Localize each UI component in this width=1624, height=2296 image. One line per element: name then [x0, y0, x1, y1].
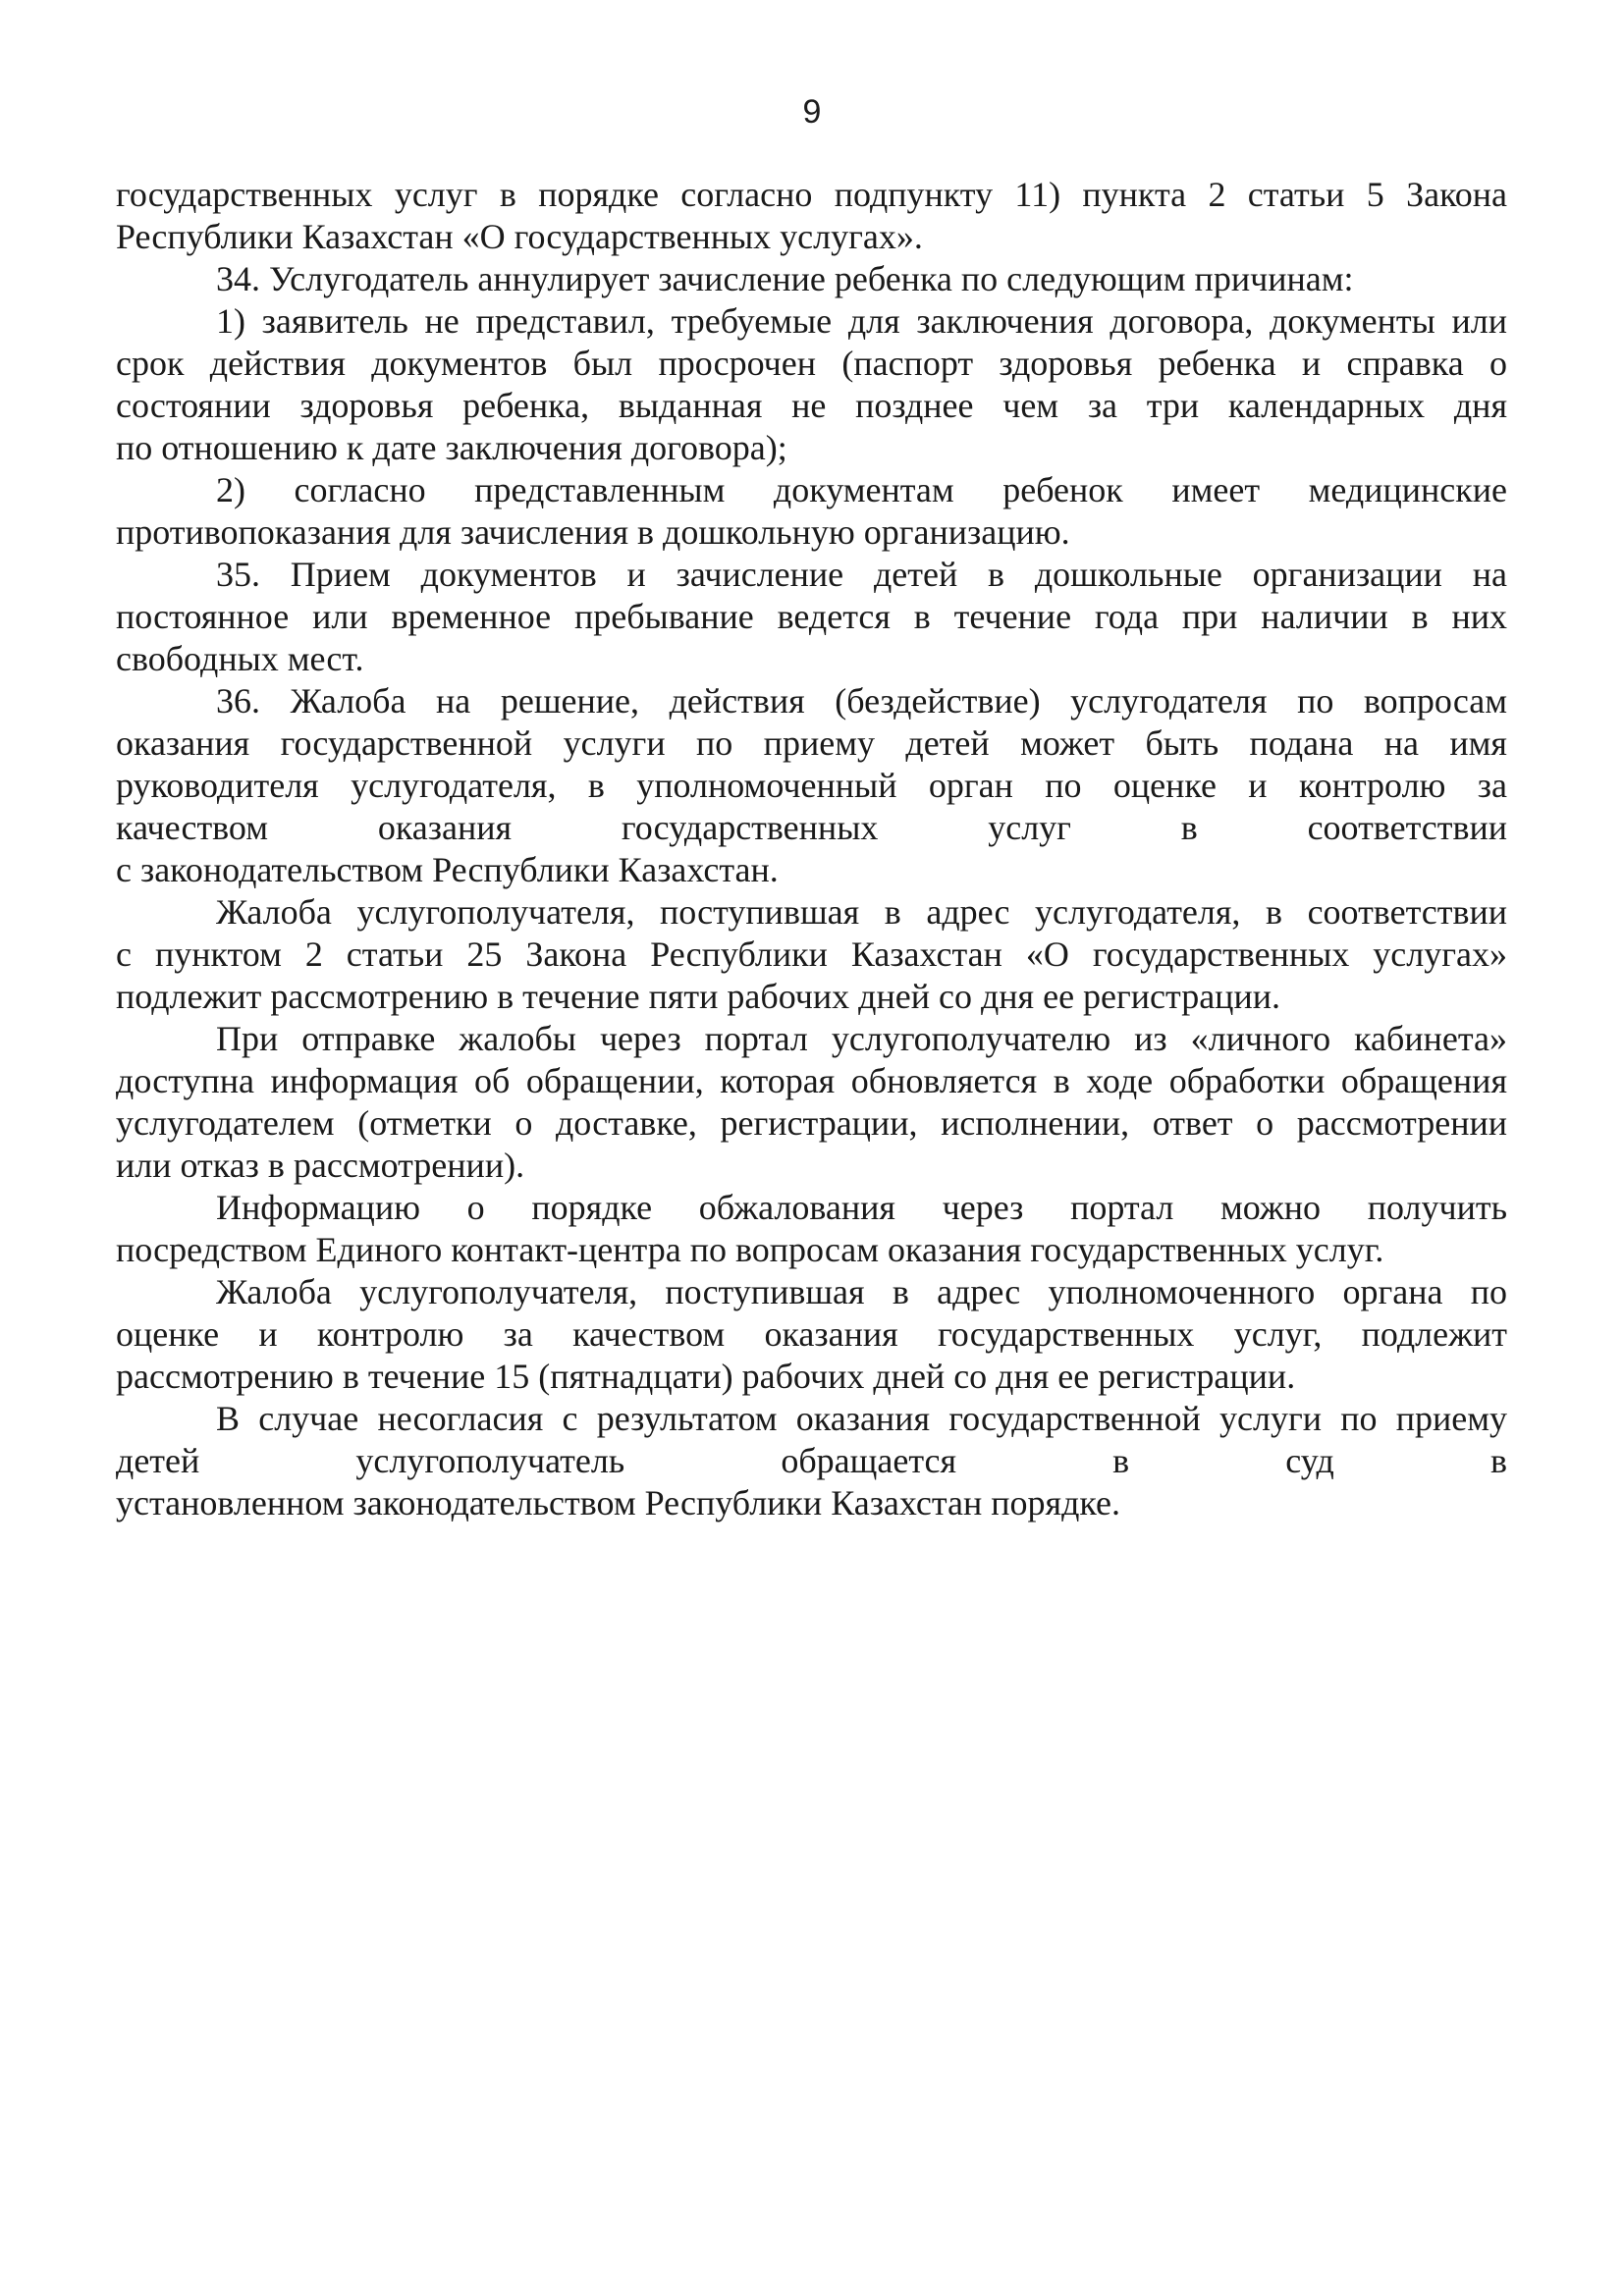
- text-line: посредством Единого контакт-центра по вопросам оказания государственных услуг.: [116, 1230, 1384, 1269]
- paragraph: [116, 680, 1507, 891]
- text-line: оказания государственной услуги по приему детей может быть подана на имя: [116, 723, 1507, 763]
- text-line: Республики Казахстан «О государственных услугах».: [116, 217, 923, 256]
- text-line: свободных мест.: [116, 639, 364, 678]
- paragraph: [116, 300, 1507, 469]
- text-line: В случае несогласия с результатом оказания государственной услуги по приему: [216, 1399, 1507, 1438]
- paragraph: [116, 1187, 1507, 1271]
- text-line: противопоказания для зачисления в дошкольную организацию.: [116, 512, 1070, 552]
- text-line: с законодательством Республики Казахстан.: [116, 850, 779, 889]
- text-line: оценке и контролю за качеством оказания государственных услуг, подлежит: [116, 1314, 1507, 1354]
- text-line: 34. Услугодатель аннулирует зачисление ребенка по следующим причинам:: [216, 259, 1354, 298]
- text-line: 35. Прием документов и зачисление детей в дошкольные организации на: [216, 555, 1507, 594]
- text-line: услугодателем (отметки о доставке, регистрации, исполнении, ответ о рассмотрении: [116, 1103, 1507, 1143]
- paragraph: [116, 554, 1507, 680]
- text-line: руководителя услугодателя, в уполномоченный орган по оценке и контролю за: [116, 766, 1507, 805]
- paragraph: [116, 174, 1507, 258]
- paragraph: [116, 1398, 1507, 1524]
- paragraph: [116, 469, 1507, 554]
- text-line: постоянное или временное пребывание ведется в течение года при наличии в них: [116, 597, 1507, 636]
- text-line: Жалоба услугополучателя, поступившая в адрес услугодателя, в соответствии: [216, 892, 1507, 932]
- paragraph: [116, 891, 1507, 1018]
- page-number: 9: [802, 93, 822, 131]
- text-line: 36. Жалоба на решение, действия (бездействие) услугодателя по вопросам: [216, 681, 1507, 721]
- text-line: или отказ в рассмотрении).: [116, 1146, 525, 1185]
- text-line: Информацию о порядке обжалования через портал можно получить: [216, 1188, 1507, 1227]
- text-line: рассмотрению в течение 15 (пятнадцати) рабочих дней со дня ее регистрации.: [116, 1357, 1296, 1396]
- text-line: детей услугополучатель обращается в суд в: [116, 1441, 1507, 1480]
- paragraph: [116, 1271, 1507, 1398]
- text-line: 2) согласно представленным документам ребенок имеет медицинские: [216, 470, 1507, 509]
- text-line: установленном законодательством Республики Казахстан порядке.: [116, 1483, 1120, 1522]
- text-line: государственных услуг в порядке согласно подпункту 11) пункта 2 статьи 5 Закона: [116, 175, 1507, 214]
- paragraph: [116, 1018, 1507, 1187]
- text-line: срок действия документов был просрочен (паспорт здоровья ребенка и справка о: [116, 344, 1507, 383]
- text-line: Жалоба услугополучателя, поступившая в адрес уполномоченного органа по: [216, 1272, 1507, 1311]
- document-body: [116, 174, 1507, 1524]
- text-line: по отношению к дате заключения договора);: [116, 428, 787, 467]
- text-line: подлежит рассмотрению в течение пяти рабочих дней со дня ее регистрации.: [116, 977, 1280, 1016]
- text-line: При отправке жалобы через портал услугополучателю из «личного кабинета»: [216, 1019, 1507, 1058]
- text-line: с пунктом 2 статьи 25 Закона Республики Казахстан «О государственных услугах»: [116, 934, 1507, 974]
- text-line: доступна информация об обращении, которая обновляется в ходе обработки обращения: [116, 1061, 1507, 1100]
- text-line: 1) заявитель не представил, требуемые для заключения договора, документы или: [216, 301, 1507, 341]
- paragraph: [116, 258, 1507, 300]
- text-line: состоянии здоровья ребенка, выданная не позднее чем за три календарных дня: [116, 386, 1507, 425]
- text-line: качеством оказания государственных услуг в соответствии: [116, 808, 1507, 847]
